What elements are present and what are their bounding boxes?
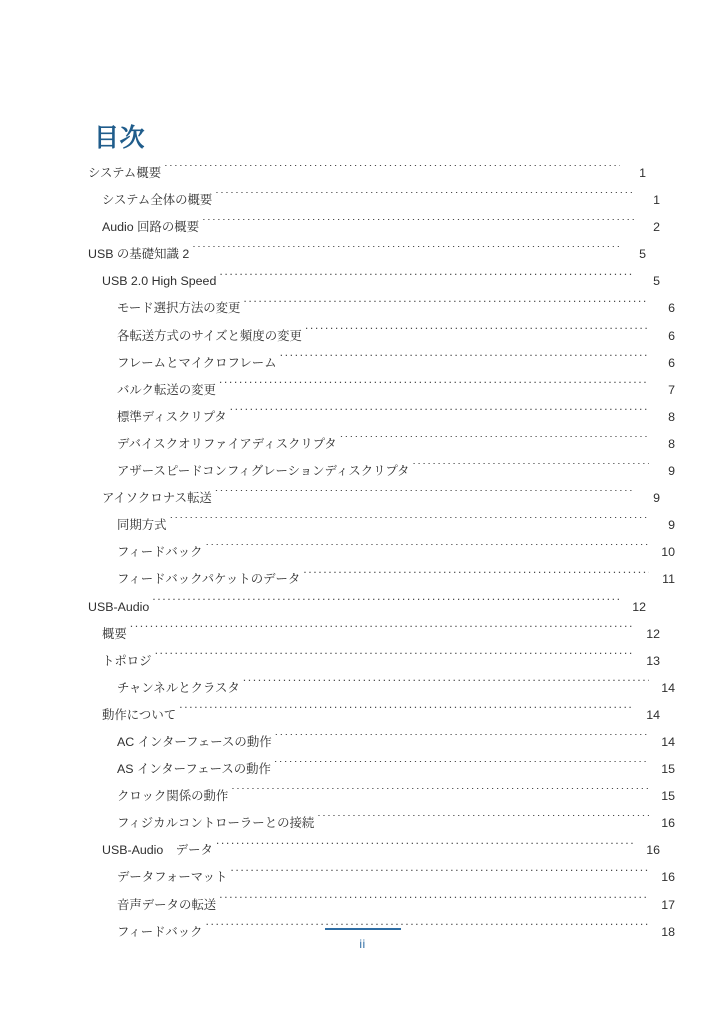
toc-entry-page-number: 11 [662, 572, 675, 587]
toc-entry[interactable] [88, 756, 675, 783]
toc-entry-label: USB-Audio データ [102, 843, 213, 858]
toc-leader-dots [412, 463, 649, 475]
toc-leader-dots [202, 219, 634, 231]
toc-leader-dots [317, 815, 649, 827]
toc-entry-page-number: 6 [668, 355, 675, 370]
toc-entry-label: フィードバックパケットのデータ [117, 572, 301, 587]
toc-entry[interactable] [88, 377, 675, 404]
toc-entry-label: フィードバック [117, 924, 203, 939]
toc-entry[interactable] [88, 512, 675, 539]
toc-entry[interactable] [88, 594, 646, 621]
toc-leader-dots [215, 192, 634, 204]
toc-leader-dots [280, 354, 649, 366]
toc-entry[interactable] [88, 621, 660, 648]
toc-leader-dots [219, 381, 649, 393]
toc-entry-page-number: 6 [668, 301, 675, 316]
toc-entry[interactable] [88, 675, 675, 702]
toc-entry[interactable] [88, 458, 675, 485]
toc-leader-dots [219, 896, 649, 908]
toc-entry-label: Audio 回路の概要 [102, 220, 200, 235]
toc-entry-label: フレームとマイクロフレーム [117, 355, 277, 370]
toc-leader-dots [206, 544, 650, 556]
toc-entry-label: 動作について [102, 707, 177, 722]
toc-entry[interactable] [88, 295, 675, 322]
toc-leader-dots [152, 598, 620, 610]
toc-entry-label: 同期方式 [117, 518, 167, 533]
toc-leader-dots [230, 408, 649, 420]
toc-entry[interactable] [88, 323, 675, 350]
toc-leader-dots [130, 625, 634, 637]
toc-entry-label: AS インターフェースの動作 [117, 762, 271, 777]
table-of-contents [88, 160, 675, 946]
toc-entry-page-number: 1 [639, 166, 646, 180]
toc-entry-page-number: 9 [653, 491, 660, 506]
toc-entry[interactable] [88, 160, 646, 187]
toc-leader-dots [243, 679, 649, 691]
page-title: 目次 [94, 123, 146, 152]
toc-entry-label: モード選択方法の変更 [117, 301, 241, 316]
toc-entry[interactable] [88, 350, 675, 377]
toc-entry[interactable] [88, 214, 660, 241]
toc-entry-page-number: 2 [653, 220, 660, 235]
toc-entry-label: データフォーマット [117, 870, 228, 885]
toc-entry[interactable] [88, 648, 660, 675]
toc-entry-page-number: 8 [668, 409, 675, 424]
toc-entry-label: 概要 [102, 626, 127, 641]
toc-entry[interactable] [88, 864, 675, 891]
toc-leader-dots [192, 246, 620, 258]
toc-leader-dots [340, 436, 649, 448]
toc-entry-page-number: 16 [646, 843, 660, 858]
toc-entry-label: 音声データの転送 [117, 897, 217, 912]
toc-entry[interactable] [88, 268, 660, 295]
toc-entry-page-number: 16 [661, 816, 675, 831]
toc-leader-dots [243, 300, 649, 312]
toc-entry-label: アイソクロナス転送 [102, 491, 212, 506]
toc-entry[interactable] [88, 566, 675, 593]
toc-entry[interactable] [88, 187, 660, 214]
toc-entry-page-number: 7 [668, 382, 675, 397]
toc-leader-dots [305, 327, 649, 339]
toc-entry[interactable] [88, 810, 675, 837]
toc-entry[interactable] [88, 485, 660, 512]
toc-entry[interactable] [88, 783, 675, 810]
toc-entry-page-number: 13 [646, 653, 660, 668]
toc-entry-label: 標準ディスクリプタ [117, 409, 227, 424]
toc-entry-page-number: 1 [653, 193, 660, 208]
toc-entry-label: USB 2.0 High Speed [102, 274, 217, 289]
toc-entry[interactable] [88, 431, 675, 458]
toc-leader-dots [274, 761, 649, 773]
toc-entry-label: デバイスクオリファイアディスクリプタ [117, 436, 337, 451]
page-footer [0, 928, 725, 950]
toc-leader-dots [155, 652, 634, 664]
toc-entry[interactable] [88, 729, 675, 756]
toc-entry-page-number: 12 [646, 626, 660, 641]
footer-divider [325, 928, 401, 930]
toc-leader-dots [164, 165, 620, 177]
toc-entry-label: バルク転送の変更 [117, 382, 216, 397]
toc-entry[interactable] [88, 404, 675, 431]
toc-leader-dots [219, 273, 634, 285]
toc-entry-page-number: 14 [661, 680, 675, 695]
toc-entry-label: 各転送方式のサイズと頻度の変更 [117, 328, 302, 343]
toc-entry-label: アザースピードコンフィグレーションディスクリプタ [117, 464, 410, 479]
toc-entry-page-number: 12 [632, 599, 646, 614]
toc-entry-page-number: 16 [661, 870, 675, 885]
toc-leader-dots [230, 869, 649, 881]
toc-entry-label: フィードバック [117, 545, 203, 560]
toc-entry-page-number: 9 [668, 518, 675, 533]
toc-leader-dots [216, 842, 634, 854]
toc-entry[interactable] [88, 241, 646, 268]
toc-entry-label: AC インターフェースの動作 [117, 734, 272, 749]
toc-entry[interactable] [88, 702, 660, 729]
toc-entry-label: フィジカルコントローラーとの接続 [117, 816, 315, 831]
footer-page-number: ii [359, 937, 366, 951]
toc-entry-page-number: 17 [661, 897, 675, 912]
toc-entry-page-number: 6 [668, 328, 675, 343]
toc-entry-page-number: 5 [653, 274, 660, 289]
toc-entry[interactable] [88, 892, 675, 919]
toc-entry-label: システム全体の概要 [102, 193, 213, 208]
toc-entry-page-number: 15 [661, 789, 675, 804]
toc-leader-dots [179, 706, 634, 718]
toc-entry-label: クロック関係の動作 [117, 789, 229, 804]
toc-entry-label: トポロジ [102, 653, 152, 668]
toc-leader-dots [275, 734, 649, 746]
toc-entry-page-number: 14 [661, 734, 675, 749]
toc-entry-label: チャンネルとクラスタ [117, 680, 240, 695]
toc-entry-page-number: 5 [639, 247, 646, 262]
toc-entry-page-number: 18 [661, 924, 675, 939]
toc-entry-page-number: 9 [668, 464, 675, 479]
toc-leader-dots [170, 517, 649, 529]
toc-entry[interactable] [88, 539, 675, 566]
toc-leader-dots [303, 571, 649, 583]
toc-entry-label: システム概要 [88, 166, 162, 180]
toc-entry-page-number: 14 [646, 707, 660, 722]
toc-entry-page-number: 10 [661, 545, 675, 560]
toc-entry-label: USB-Audio [88, 599, 150, 614]
toc-entry[interactable] [88, 837, 660, 864]
toc-leader-dots [231, 788, 649, 800]
toc-entry-label: USB の基礎知識 2 [88, 247, 190, 262]
toc-leader-dots [215, 490, 634, 502]
toc-entry-page-number: 8 [668, 436, 675, 451]
toc-entry-page-number: 15 [661, 762, 675, 777]
